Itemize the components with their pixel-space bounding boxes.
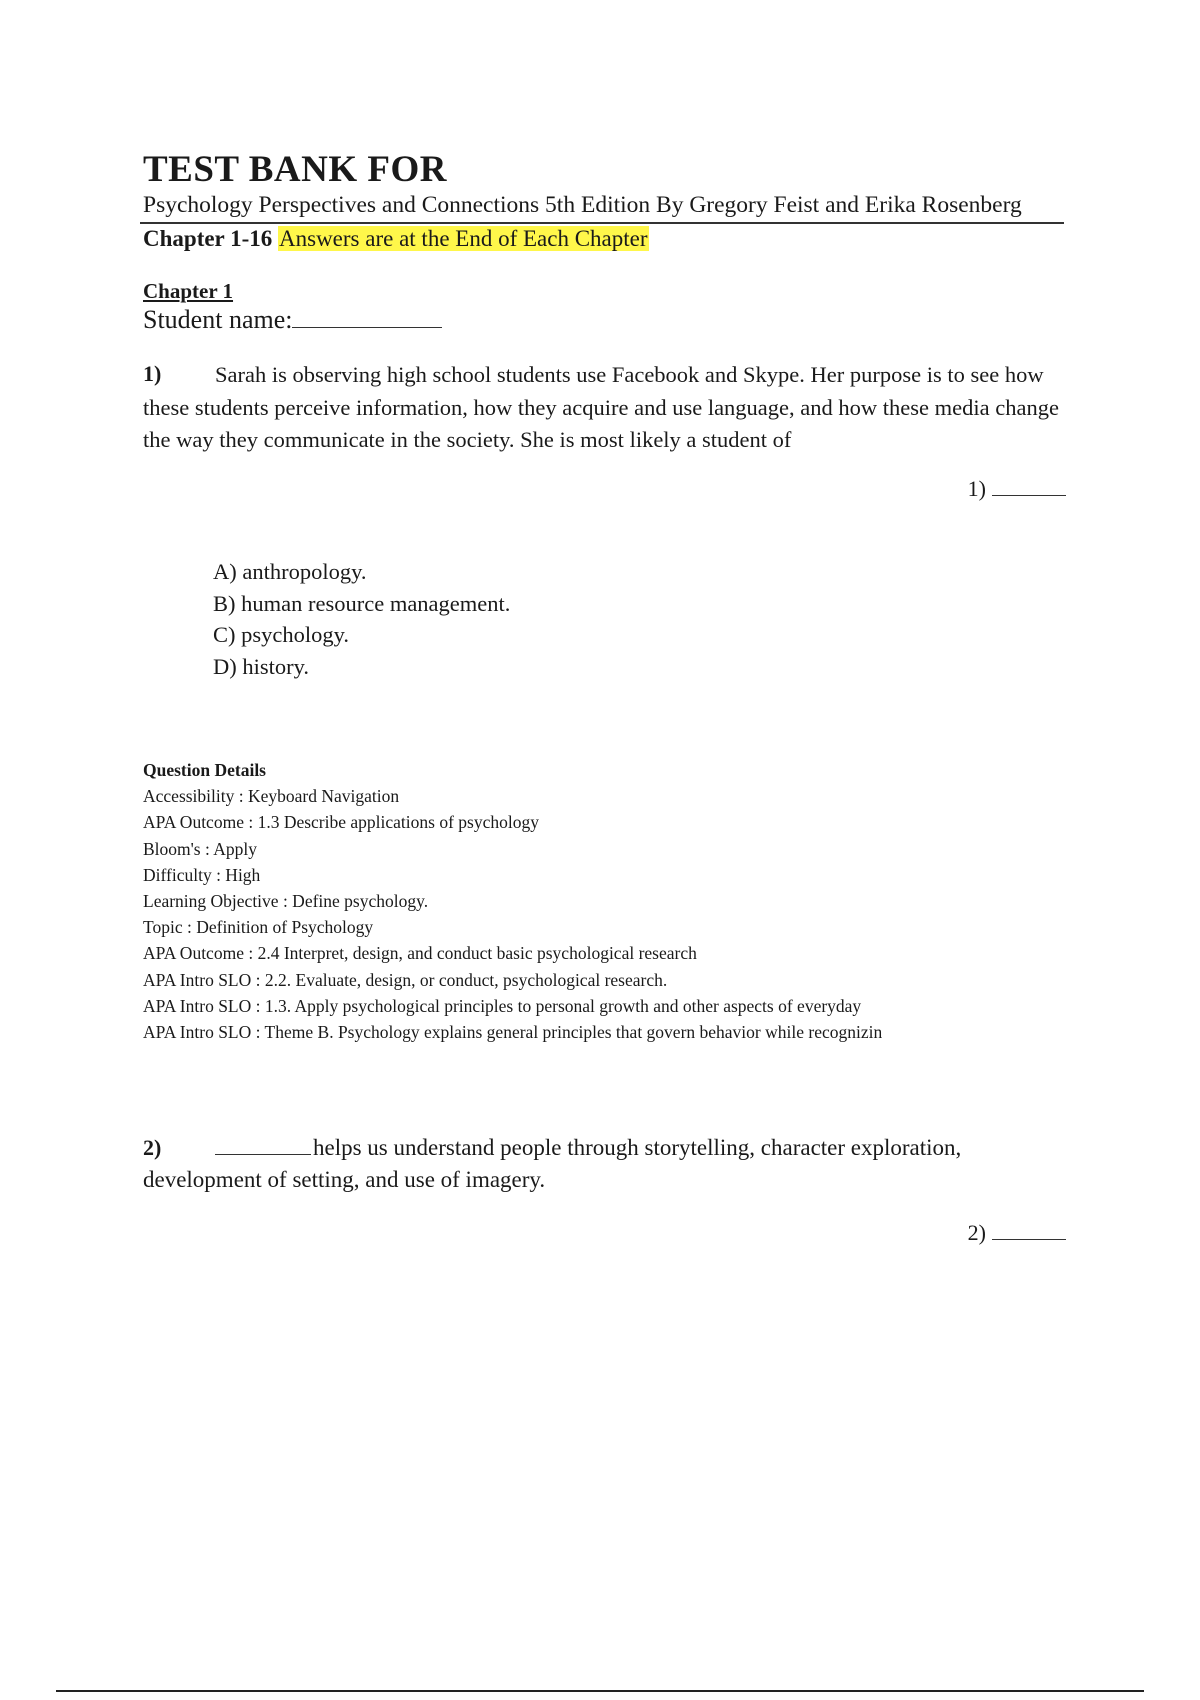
detail-line: Accessibility : Keyboard Navigation (143, 786, 400, 807)
answer-blank[interactable] (992, 495, 1066, 496)
answer-slot-label: 2) (967, 1220, 986, 1245)
book-subtitle: Psychology Perspectives and Connections 5th Edition By Gregory Feist and Erika Rosenberg (143, 192, 1022, 218)
option-c: C) psychology. (213, 622, 350, 647)
detail-line: APA Intro SLO : 2.2. Evaluate, design, or conduct, psychological research. (143, 969, 668, 990)
question-text-body: helps us understand people through storytelling, character exploration, development of setting, and use of imagery. (143, 1135, 962, 1192)
question-details (143, 757, 882, 1045)
detail-line: Difficulty : High (143, 864, 261, 885)
option-d: D) history. (213, 653, 310, 679)
question-number: 1) (143, 361, 162, 386)
student-name-blank[interactable] (292, 327, 442, 328)
answer-blank[interactable] (992, 1239, 1066, 1240)
detail-line: APA Outcome : 2.4 Interpret, design, and conduct basic psychological research (143, 943, 697, 964)
chapters-label: Chapter 1-16 (143, 226, 273, 251)
option-a: A) anthropology. (213, 559, 367, 584)
detail-line: APA Intro SLO : 1.3. Apply psychological principles to personal growth and other aspects of everyday (143, 995, 862, 1016)
option-b: B) human resource management. (213, 590, 511, 616)
detail-line: Topic : Definition of Psychology (143, 917, 374, 938)
question-details-heading: Question Details (143, 760, 266, 780)
question-number: 2) (143, 1135, 162, 1160)
answers-note-highlight: Answers are at the End of Each Chapter (279, 226, 648, 251)
detail-line: Learning Objective : Define psychology. (143, 891, 429, 912)
student-name-line (143, 305, 442, 335)
header-divider (140, 222, 1064, 224)
page-bottom-rule (56, 1690, 1144, 1692)
detail-line: Bloom's : Apply (143, 838, 258, 859)
fill-in-blank[interactable] (215, 1154, 311, 1155)
detail-line: APA Intro SLO : Theme B. Psychology explains general principles that govern behavior while recognizin (143, 1022, 883, 1043)
answer-slot (968, 476, 1066, 502)
question-text: Sarah is observing high school students use Facebook and Skype. Her purpose is to see how these students perceive information, how they acquire and use language, and how these media change the way they communicate in the society. She is most likely a student of (143, 362, 1059, 452)
answer-slot (968, 1220, 1066, 1246)
answer-slot-label: 1) (967, 476, 986, 501)
chapters-line (143, 225, 649, 253)
chapter-heading: Chapter 1 (143, 279, 234, 303)
detail-line: APA Outcome : 1.3 Describe applications of psychology (143, 812, 539, 833)
question-text (143, 1132, 1073, 1196)
student-name-label: Student name: (143, 305, 293, 334)
document-title: TEST BANK FOR (143, 149, 447, 190)
answer-options (213, 556, 510, 682)
